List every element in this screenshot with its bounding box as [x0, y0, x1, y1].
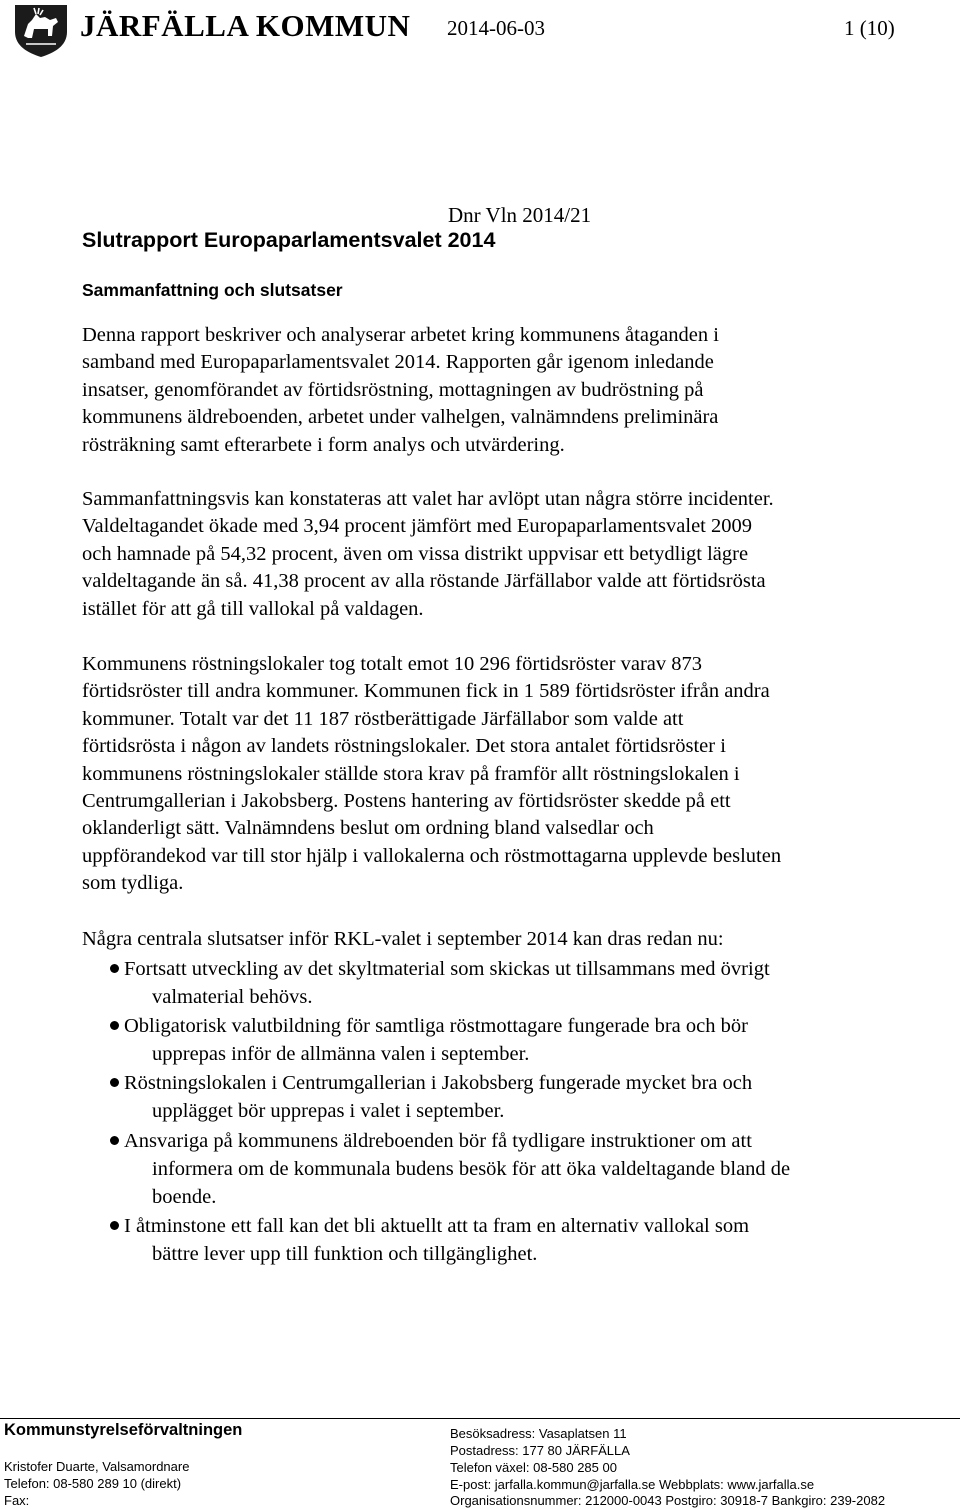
text-line: insatser, genomförandet av förtidsröstning, mottagningen av budröstning på [82, 378, 704, 401]
text-line: oklanderligt sätt. Valnämndens beslut om ordning bland valsedlar och [82, 817, 654, 840]
list-item-text: upprepas inför de allmänna valen i september. [152, 1043, 530, 1066]
bullet-icon [110, 1221, 119, 1230]
text-line: kommunens äldreboenden, arbetet under valhelgen, valnämndens preliminära [82, 406, 719, 429]
section-heading: Sammanfattning och slutsatser [82, 280, 343, 300]
paragraph-summary [82, 486, 882, 623]
footer-divider [0, 1418, 960, 1419]
list-item-text: Fortsatt utveckling av det skyltmaterial som skickas ut tillsammans med övrigt [124, 958, 770, 980]
list-item-text: bättre lever upp till funktion och tillgänglighet. [152, 1242, 538, 1265]
bullet-icon [110, 964, 119, 973]
text-line: samband med Europaparlamentsvalet 2014. Rapporten går igenom inledande [82, 351, 714, 374]
document-date: 2014-06-03 [447, 16, 545, 40]
bullet-icon [110, 1136, 119, 1145]
bullet-icon [110, 1078, 119, 1087]
footer-postal-address: Postadress: 177 80 JÄRFÄLLA [450, 1443, 630, 1458]
list-item-text: valmaterial behövs. [152, 986, 313, 1008]
list-item-text: informera om de kommunala budens besök för att öka valdeltagande bland de [152, 1157, 791, 1180]
bullet-icon [110, 1021, 119, 1030]
page-number: 1 (10) [844, 16, 895, 40]
footer-registry-numbers: Organisationsnummer: 212000-0043 Postgiro: 30918-7 Bankgiro: 239-2082 [450, 1493, 886, 1508]
municipal-coat-of-arms-logo [12, 2, 70, 58]
text-line: Några centrala slutsatser inför RKL-valet i september 2014 kan dras redan nu: [82, 928, 724, 950]
text-line: som tydliga. [82, 872, 184, 895]
conclusions-list [82, 955, 912, 1269]
text-line: Valdeltagandet ökade med 3,94 procent jämfört med Europaparlamentsvalet 2009 [82, 515, 753, 538]
list-item [82, 955, 912, 1011]
text-line: Denna rapport beskriver och analyserar arbetet kring kommunens åtaganden i [82, 324, 719, 346]
list-item-text: I åtminstone ett fall kan det bli aktuellt att ta fram en alternativ vallokal som [124, 1214, 750, 1237]
document-title: Slutrapport Europaparlamentsvalet 2014 [82, 228, 496, 252]
text-line: uppförandekod var till stor hjälp i vallokalerna och röstmottagarna upplevde besluten [82, 844, 782, 867]
text-line: förtidsröster till andra kommuner. Kommunen fick in 1 589 förtidsröster ifrån andra [82, 680, 770, 703]
footer-email-website: E-post: jarfalla.kommun@jarfalla.se Webbplats: www.jarfalla.se [450, 1477, 815, 1492]
list-item [82, 1212, 912, 1268]
text-line: rösträkning samt efterarbete i form analys och utvärdering. [82, 433, 565, 456]
text-line: och hamnade på 54,32 procent, även om vissa distrikt uppvisar ett betydligt lägre [82, 542, 749, 565]
text-line: kommunens röstningslokaler ställde stora krav på framför allt röstningslokalen i [82, 762, 740, 785]
list-item-text: Röstningslokalen i Centrumgallerian i Jakobsberg fungerade mycket bra och [124, 1072, 753, 1095]
footer-switchboard: Telefon växel: 08-580 285 00 [450, 1460, 617, 1475]
text-line: kommuner. Totalt var det 11 187 röstberättigade Järfällabor som valde att [82, 707, 684, 730]
footer-visiting-address: Besöksadress: Vasaplatsen 11 [450, 1426, 627, 1441]
paragraph-intro [82, 322, 882, 459]
list-item-text: boende. [152, 1185, 217, 1208]
list-item-text: Ansvariga på kommunens äldreboenden bör få tydligare instruktioner om att [124, 1129, 752, 1152]
footer-contact-person: Kristofer Duarte, Valsamordnare [4, 1459, 190, 1474]
text-line: Centrumgallerian i Jakobsberg. Postens hantering av förtidsröster skedde på ett [82, 790, 731, 813]
registration-number: Dnr Vln 2014/21 [448, 203, 592, 227]
list-item-text: upplägget bör upprepas i valet i september. [152, 1100, 505, 1123]
text-line: förtidsrösta i någon av landets röstningslokaler. Det stora antalet förtidsröster i [82, 735, 726, 758]
list-item [82, 1012, 912, 1068]
logo-wordmark: JÄRFÄLLA KOMMUN [80, 8, 411, 43]
list-item [82, 1069, 912, 1125]
paragraph-advance-votes [82, 651, 882, 898]
list-item-text: Obligatorisk valutbildning för samtliga röstmottagare fungerade bra och bör [124, 1015, 748, 1038]
text-line: valdeltagande än så. 41,38 procent av alla röstande Järfällabor valde att förtidsrösta [82, 570, 766, 593]
footer-organization: Kommunstyrelseförvaltningen [4, 1421, 243, 1439]
text-line: Kommunens röstningslokaler tog totalt emot 10 296 förtidsröster varav 873 [82, 653, 703, 675]
text-line: istället för att gå till vallokal på valdagen. [82, 597, 424, 620]
paragraph-conclusions-intro [82, 926, 882, 953]
footer-fax: Fax: [4, 1493, 30, 1508]
text-line: Sammanfattningsvis kan konstateras att valet har avlöpt utan några större incidenter. [82, 488, 774, 510]
footer-direct-phone: Telefon: 08-580 289 10 (direkt) [4, 1476, 182, 1491]
list-item [82, 1127, 912, 1211]
